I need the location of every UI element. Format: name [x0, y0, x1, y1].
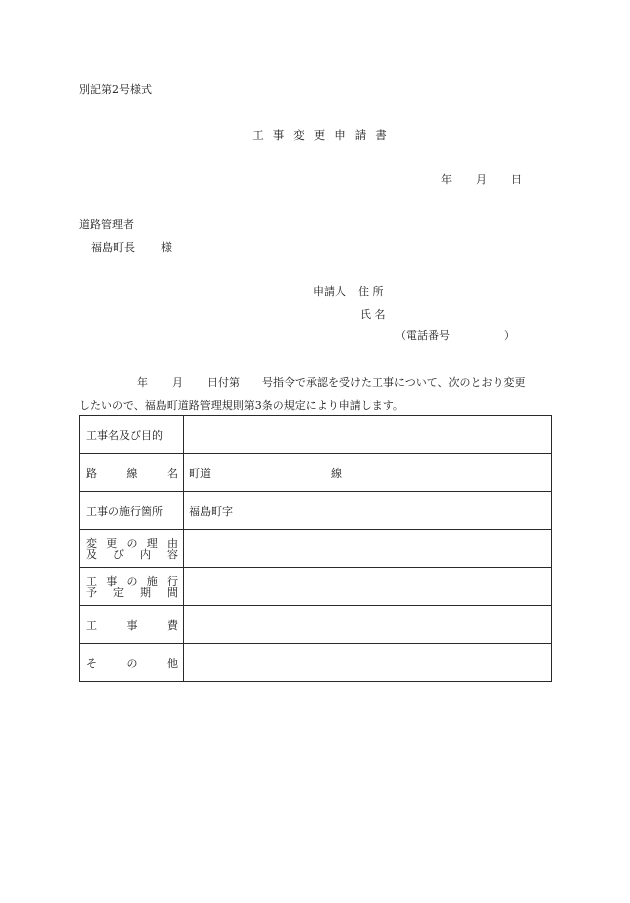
applicant-address-label: 住 所: [358, 285, 384, 298]
label-reason: [80, 530, 184, 568]
form-number: 別記第2号様式: [79, 83, 152, 96]
date-year: 年: [441, 173, 452, 186]
application-form-table: [79, 415, 552, 682]
addressee-name: [91, 239, 172, 255]
table-row-route: [80, 454, 552, 492]
label-reason-lines: [86, 538, 178, 560]
body-text: [79, 372, 552, 417]
label-route-name: [80, 454, 184, 492]
field-other[interactable]: [184, 644, 552, 682]
applicant-phone-close: ）: [504, 329, 515, 342]
label-reason-line1: 変 更 の 理 由: [86, 536, 178, 550]
applicant-phone-label: （電話番号: [395, 329, 450, 342]
label-schedule-line1: 工 事 の 施 行: [86, 574, 178, 588]
body-text-2: したいので、福島町道路管理規則第3条の規定により申請します。: [79, 398, 404, 412]
body-day-prefix: 日付第: [207, 376, 240, 389]
field-route-name[interactable]: [184, 454, 552, 492]
applicant-label: 申請人: [313, 285, 346, 298]
applicant-phone-row: [395, 327, 515, 343]
field-location[interactable]: 福島町字: [184, 492, 552, 530]
date-day: 日: [511, 173, 522, 186]
table-row-location: [80, 492, 552, 530]
body-year: 年: [137, 376, 148, 389]
date-line: [441, 171, 522, 187]
route-prefix: 町道: [189, 466, 211, 480]
date-month: 月: [476, 173, 487, 186]
label-schedule: [80, 568, 184, 606]
addressee-name-text: 福島町長: [91, 241, 135, 254]
label-other-spread: そ の 他: [86, 656, 178, 670]
label-schedule-line2: 予 定 期 間: [86, 585, 178, 599]
field-reason[interactable]: [184, 530, 552, 568]
label-other: [80, 644, 184, 682]
applicant-name-row: [360, 306, 386, 322]
body-month: 月: [172, 376, 183, 389]
table-row-cost: [80, 606, 552, 644]
field-cost[interactable]: [184, 606, 552, 644]
table-row-schedule: [80, 568, 552, 606]
addressee-title: 道路管理者: [79, 218, 134, 231]
route-suffix: 線: [331, 466, 342, 480]
body-text-1: 号指令で承認を受けた工事について、次のとおり変更: [262, 376, 526, 389]
label-route-name-spread: 路 線 名: [86, 466, 178, 480]
label-reason-line2: 及 び 内 容: [86, 547, 178, 561]
label-schedule-lines: [86, 576, 178, 598]
applicant-name-label: 氏 名: [360, 308, 386, 321]
field-purpose[interactable]: [184, 416, 552, 454]
label-cost: [80, 606, 184, 644]
field-schedule[interactable]: [184, 568, 552, 606]
applicant-address-row: [313, 283, 384, 299]
table-row-reason: [80, 530, 552, 568]
table-row-other: [80, 644, 552, 682]
label-purpose: 工事名及び目的: [80, 416, 184, 454]
table-row-purpose: [80, 416, 552, 454]
document-title: 工事変更申請書: [252, 128, 396, 142]
label-cost-spread: 工 事 費: [86, 618, 178, 632]
label-location: 工事の施行箇所: [80, 492, 184, 530]
addressee-honorific: 様: [161, 241, 172, 254]
